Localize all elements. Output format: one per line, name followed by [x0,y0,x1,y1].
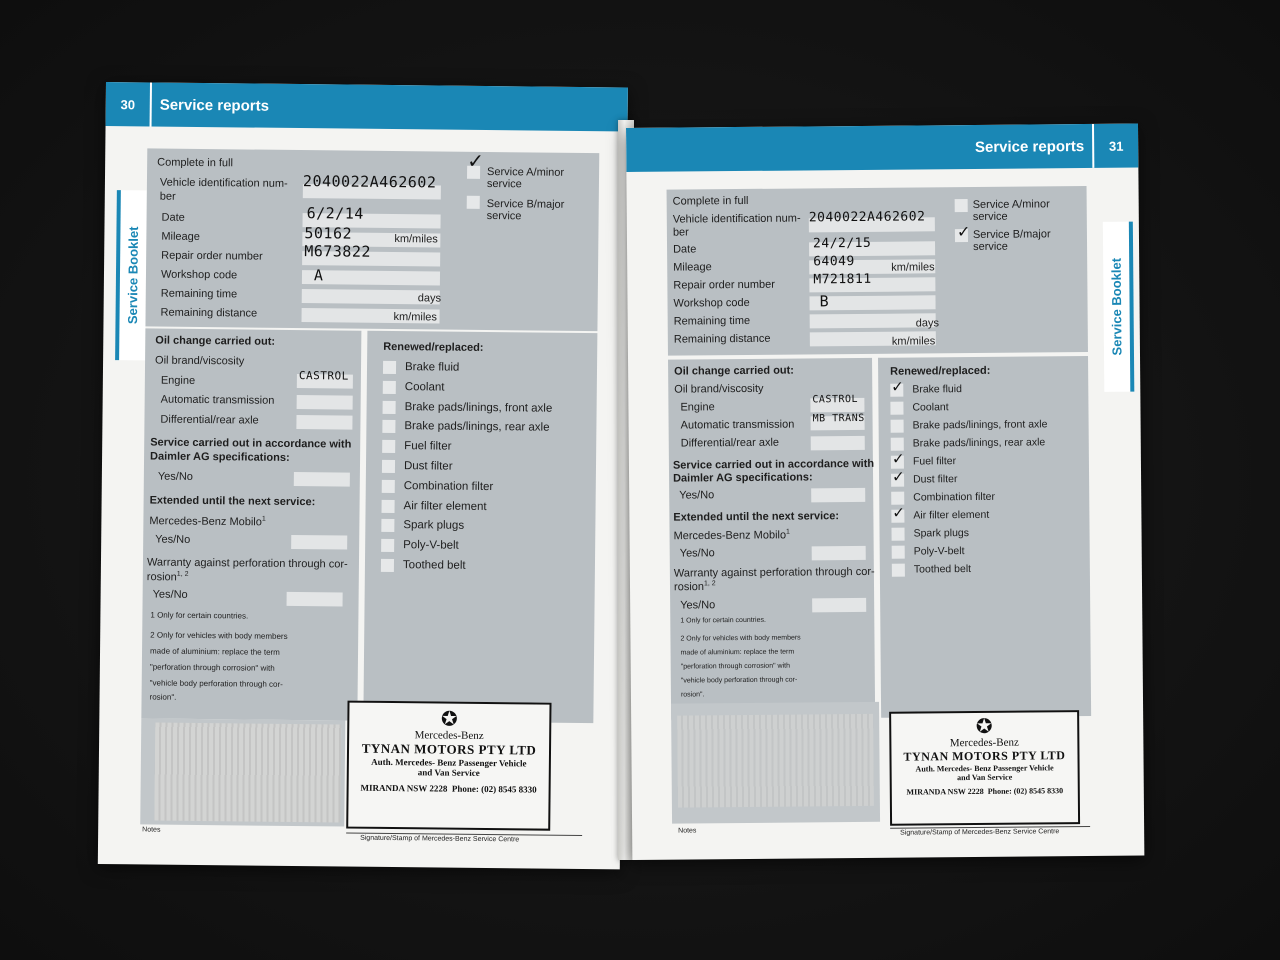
service-a-tick: ✓ [467,150,485,173]
vin-handwritten: 2040022A462602 [808,209,926,226]
renewed-item-label: Spark plugs [913,527,970,540]
service-b-checkbox[interactable] [467,196,480,209]
footnote-2c: "perforation through corrosion" with [149,662,275,673]
renewed-item-label: Dust filter [913,473,958,486]
warranty-yesno: Yes/No [680,599,716,612]
right-side-tab [1103,222,1134,392]
footnote-1: 1 Only for certain countries. [680,616,766,625]
accordance-yesno: Yes/No [679,489,715,502]
stamp-address: MIRANDA NSW 2228 [906,786,984,797]
oil-title: Oil change carried out: [674,364,794,378]
header-divider [1092,124,1094,168]
renewed-checkbox[interactable] [381,539,394,552]
mobilo-label [674,529,791,543]
engine-handwritten: CASTROL [298,369,349,383]
stamp-auth-1: Auth. Mercedes- Benz Passenger Vehicle [371,756,527,769]
warranty-field[interactable] [287,592,343,607]
left-notes-label: Notes [142,826,161,834]
rem-time-label: Remaining time [160,287,238,301]
footnote-2e: rosion". [149,692,177,702]
rem-time-unit: days [417,292,442,305]
renewed-item-label: Brake pads/linings, rear axle [404,420,550,435]
workshop-label: Workshop code [160,268,238,282]
mileage-label: Mileage [161,230,200,243]
engine-label: Engine [680,401,715,414]
mobilo-sup: 1 [261,515,266,523]
renewed-item-label: Dust filter [403,460,453,473]
diff-field[interactable] [811,436,865,450]
stamp-dealer: TYNAN MOTORS PTY LTD [903,748,1066,764]
warranty-field[interactable] [812,598,866,612]
mobilo-text: Mercedes-Benz Mobilo [149,515,262,529]
mileage-label: Mileage [673,261,712,274]
renewed-checkbox[interactable] [382,440,395,453]
stamp-address-line [892,786,1078,797]
renewed-title: Renewed/replaced: [383,340,484,354]
renewed-checkbox[interactable] [891,438,904,451]
renewed-item-label: Air filter element [913,508,990,522]
right-notes-label: Notes [678,827,697,835]
mileage-handwritten: 64049 [813,254,855,270]
workshop-handwritten: B [819,292,830,311]
stamp-brand: Mercedes-Benz [949,736,1019,750]
mercedes-star-icon: ✪ [975,715,993,738]
accordance-label: Service carried out in accordance with [672,457,875,472]
renewed-tick: ✓ [892,504,906,522]
auto-trans-handwritten: MB TRANS [812,412,865,425]
vin-handwritten: 2040022A462602 [302,172,437,192]
stamp-auth-2: and Van Service [957,772,1013,783]
rem-dist-label: Remaining distance [673,332,771,346]
diff-label: Differential/rear axle [160,413,259,427]
stamp-phone: Phone: (02) 8545 8330 [987,786,1064,796]
renewed-item-label: Combination filter [403,479,494,493]
oil-title: Oil change carried out: [155,334,276,348]
stamp-phone: Phone: (02) 8545 8330 [451,783,537,795]
left-header [106,82,628,131]
right-page-number: 31 [1108,138,1124,154]
rem-dist-label: Remaining distance [160,306,258,320]
renewed-item-label: Brake pads/linings, rear axle [912,436,1046,450]
rem-dist-unit: km/miles [891,335,936,348]
footnote-2d: "vehicle body perforation through cor- [149,678,283,689]
mobilo-sup: 1 [786,528,790,536]
footnote-2b: made of aluminium: replace the term [680,648,795,657]
date-handwritten: 24/2/15 [812,235,872,252]
renewed-title: Renewed/replaced: [890,364,991,378]
warranty-label-2 [674,580,716,593]
left-old-stamp-smudge [154,723,341,823]
right-header [626,124,1138,172]
warranty-label: Warranty against perforation through cor- [146,556,348,571]
mercedes-star-icon: ✪ [440,708,458,731]
renewed-checkbox[interactable] [383,401,396,414]
date-label: Date [161,211,185,224]
repair-label: Repair order number [673,278,775,292]
diff-field[interactable] [296,415,352,430]
footnote-2c: "perforation through corrosion" with [680,662,790,671]
renewed-tick: ✓ [891,378,904,396]
renewed-checkbox[interactable] [891,528,904,541]
oil-brand-label: Oil brand/viscosity [674,382,764,396]
renewed-checkbox[interactable] [382,500,395,513]
left-renewed-block [363,331,597,723]
warranty-sup: 1, 2 [703,580,716,588]
date-label: Date [673,243,697,256]
renewed-item-label: Poly-V-belt [913,545,965,558]
renewed-tick: ✓ [891,468,905,486]
warranty-sup: 1, 2 [176,570,189,578]
accordance-field[interactable] [294,472,350,487]
vin-label-2: ber [672,226,689,239]
renewed-tick: ✓ [891,450,905,468]
mobilo-yesno: Yes/No [679,547,715,560]
left-page-number: 30 [120,96,136,112]
service-b-tick: ✓ [956,223,971,242]
vin-label-2: ber [159,190,176,203]
renewed-checkbox[interactable] [383,361,396,374]
mobilo-text: Mercedes-Benz Mobilo [673,529,787,543]
accordance-label-2: Daimler AG specifications: [150,450,290,464]
repair-handwritten: M673822 [304,242,372,261]
renewed-checkbox[interactable] [382,420,395,433]
right-renewed-block [878,356,1091,718]
date-handwritten: 6/2/14 [306,204,364,223]
diff-label: Differential/rear axle [680,436,780,450]
rem-time-label: Remaining time [673,314,751,328]
renewed-item-label: Air filter element [403,499,487,513]
left-page [98,82,628,869]
service-a-checkbox[interactable] [955,199,968,212]
vin-label: Vehicle identification num- [672,212,801,226]
service-b-label: Service B/major service [486,197,565,223]
renewed-checkbox[interactable] [383,381,396,394]
auto-trans-label: Automatic transmission [680,418,795,432]
renewed-checkbox[interactable] [381,519,394,532]
right-old-stamp-smudge [677,714,874,808]
mileage-unit: km/miles [394,233,438,246]
renewed-item-label: Coolant [912,401,949,414]
stamp-address: MIRANDA NSW 2228 [360,782,448,794]
renewed-item-label: Fuel filter [912,455,957,468]
renewed-checkbox[interactable] [892,546,905,559]
stamp-auth-1: Auth. Mercedes- Benz Passenger Vehicle [915,763,1054,774]
engine-handwritten: CASTROL [812,393,859,406]
mobilo-yesno: Yes/No [155,533,191,546]
mileage-unit: km/miles [891,261,935,274]
repair-handwritten: M721811 [813,271,872,288]
mobilo-label [149,514,266,528]
footnote-2b: made of aluminium: replace the term [149,646,280,657]
warranty-yesno: Yes/No [152,588,188,601]
renewed-item-label: Brake fluid [404,361,460,374]
renewed-item-label: Coolant [404,380,445,394]
renewed-item-label: Toothed belt [913,563,972,576]
renewed-checkbox[interactable] [892,564,905,577]
mobilo-field[interactable] [291,535,347,550]
accordance-yesno: Yes/No [157,470,193,483]
vin-label: Vehicle identification num- [159,176,288,190]
left-page-title: Service reports [159,96,270,115]
extended-label: Extended until the next service: [673,510,840,524]
footnote-2d: "vehicle body perforation through cor- [680,676,798,685]
renewed-checkbox[interactable] [381,559,394,572]
right-page-title: Service reports [974,137,1085,156]
rem-dist-unit: km/miles [393,311,438,324]
right-dealer-stamp [889,710,1080,826]
warranty-label-2 [147,570,189,583]
renewed-item-label: Fuel filter [404,440,452,453]
renewed-checkbox[interactable] [382,460,395,473]
renewed-checkbox[interactable] [382,480,395,493]
mobilo-field[interactable] [812,546,866,560]
right-signature-caption: Signature/Stamp of Mercedes-Benz Service Centre [900,828,1060,837]
side-tab-label: Service Booklet [1108,257,1125,356]
right-page [626,124,1144,860]
stamp-dealer: TYNAN MOTORS PTY LTD [361,740,537,758]
footnote-1: 1 Only for certain countries. [150,610,249,621]
warranty-label: Warranty against perforation through cor- [673,565,875,580]
accordance-label-2: Daimler AG specifications: [673,471,813,485]
auto-trans-label: Automatic transmission [160,393,275,407]
rem-time-unit: days [915,317,940,330]
footnote-2e: rosion". [680,691,705,699]
renewed-item-label: Poly-V-belt [403,539,459,552]
warranty-text-2: rosion [146,571,177,584]
side-tab-label: Service Booklet [124,226,141,325]
workshop-handwritten: A [313,266,324,285]
footnote-2a: 2 Only for vehicles with body members [680,634,801,643]
service-a-label: Service A/minor service [486,165,565,191]
renewed-checkbox[interactable] [891,420,904,433]
warranty-text-2: rosion [673,580,705,594]
extended-label: Extended until the next service: [149,494,316,509]
renewed-item-label: Combination filter [913,490,995,504]
header-divider [150,82,152,126]
stamp-address-line [349,783,549,795]
stamp-brand: Mercedes-Benz [414,729,484,742]
stamp-auth-2: and Van Service [417,767,480,778]
left-dealer-stamp [346,701,551,831]
complete-in-full: Complete in full [672,194,749,208]
renewed-item-label: Brake fluid [912,383,962,396]
workshop-label: Workshop code [673,296,750,310]
mileage-handwritten: 50162 [304,224,353,243]
renewed-item-label: Brake pads/linings, front axle [912,418,1048,432]
service-b-label: Service B/major service [972,228,1051,253]
renewed-checkbox[interactable] [891,492,904,505]
footnote-2a: 2 Only for vehicles with body members [150,630,288,641]
accordance-label: Service carried out in accordance with [150,436,352,451]
accordance-field[interactable] [811,488,865,502]
engine-label: Engine [160,374,196,387]
repair-label: Repair order number [161,249,263,263]
left-signature-caption: Signature/Stamp of Mercedes-Benz Service Centre [360,834,520,844]
complete-in-full: Complete in full [157,156,234,170]
left-side-tab [115,190,147,360]
renewed-item-label: Toothed belt [402,559,466,572]
renewed-checkbox[interactable] [890,402,903,415]
oil-brand-label: Oil brand/viscosity [155,354,245,368]
renewed-item-label: Spark plugs [403,519,465,533]
auto-trans-field[interactable] [297,395,353,410]
renewed-item-label: Brake pads/linings, front axle [404,400,553,415]
service-a-label: Service A/minor service [972,198,1050,223]
